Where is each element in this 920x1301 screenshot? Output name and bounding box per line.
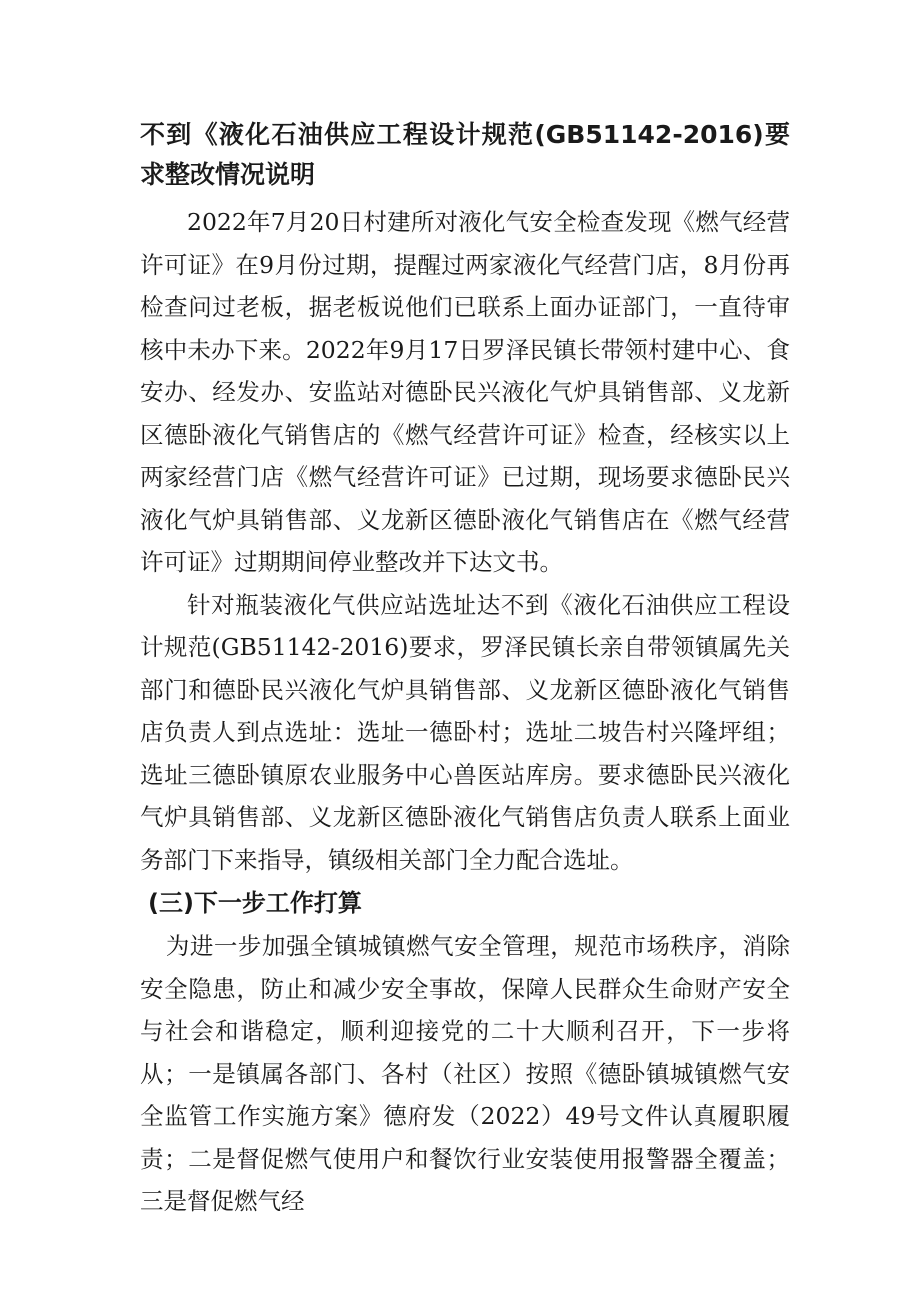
document-heading: 不到《液化石油供应工程设计规范(GB51142-2016)要求整改情况说明 (140, 120, 790, 189)
paragraph-site-selection: 针对瓶装液化气供应站选址达不到《液化石油供应工程设计规范(GB51142-2016)要求，罗泽民镇长亲自带领镇属先关部门和德卧民兴液化气炉具销售部、义龙新区德卧液化气销售店负责人到点选址：选址一德卧村；选址二坡告村兴隆坪组；选址三德卧镇原农业服务中心兽医站库房。要求德卧民兴液化气炉具销售部、义龙新区德卧液化气销售店负责人联系上面业务部门下来指导，镇级相关部门全力配合选址。 (140, 590, 790, 874)
section-heading-next-steps: (三)下一步工作打算 (148, 889, 362, 917)
paragraph-inspection: 2022年7月20日村建所对液化气安全检查发现《燃气经营许可证》在9月份过期，提醒过两家液化气经营门店，8月份再检查问过老板，据老板说他们已联系上面办证部门，一直待审核中未办下来。2022年9月17日罗泽民镇长带领村建中心、食安办、经发办、安监站对德卧民兴液化气炉具销售部、义龙新区德卧液化气销售店的《燃气经营许可证》检查，经核实以上两家经营门店《燃气经营许可证》已过期，现场要求德卧民兴液化气炉具销售部、义龙新区德卧液化气销售店在《燃气经营许可证》过期期间停业整改并下达文书。 (140, 208, 790, 576)
document-page (140, 115, 790, 1223)
paragraph-next-steps: 为进一步加强全镇城镇燃气安全管理，规范市场秩序，消除安全隐患，防止和减少安全事故，保障人民群众生命财产安全与社会和谐稳定，顺利迎接党的二十大顺利召开，下一步将从；一是镇属各部门、各村（社区）按照《德卧镇城镇燃气安全监管工作实施方案》德府发（2022）49号文件认真履职履责；二是督促燃气使用户和餐饮行业安装使用报警器全覆盖；三是督促燃气经 (140, 932, 790, 1215)
